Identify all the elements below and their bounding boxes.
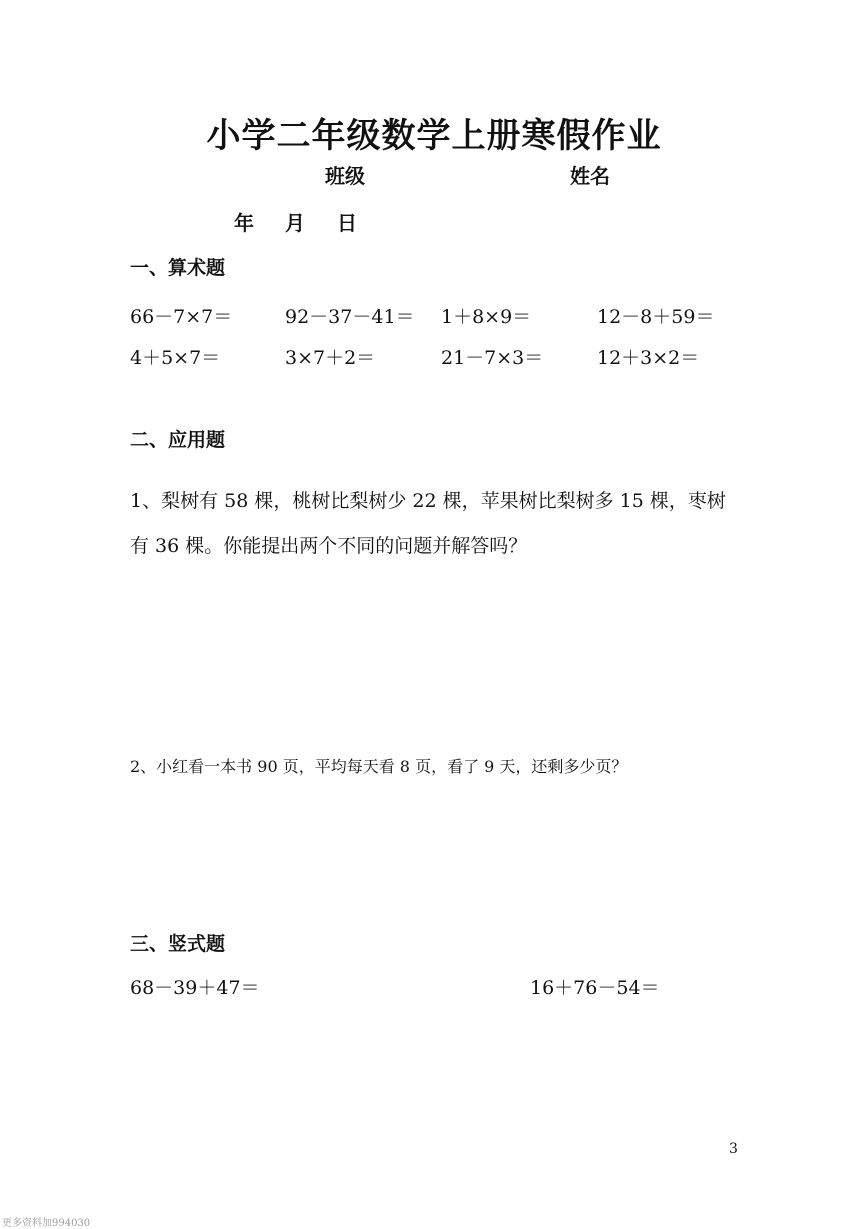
arithmetic-item: 3×7＋2＝	[285, 347, 376, 369]
month-label: 月	[285, 211, 305, 235]
arithmetic-item: 21－7×3＝	[441, 347, 544, 369]
vertical-calc-item: 68－39＋47＝	[130, 977, 260, 999]
arithmetic-item: 1＋8×9＝	[441, 306, 532, 328]
word-problem-1-line-1: 1、梨树有 58 棵，桃树比梨树少 22 棵，苹果树比梨树多 15 棵，枣树	[130, 490, 726, 512]
class-label: 班级	[325, 164, 365, 188]
word-problem-1-line-2: 有 36 棵。你能提出两个不同的问题并解答吗？	[130, 535, 528, 557]
arithmetic-item: 92－37－41＝	[285, 306, 415, 328]
arithmetic-item: 4＋5×7＝	[130, 347, 221, 369]
name-label: 姓名	[570, 164, 610, 188]
section-heading-vertical-calc: 三、竖式题	[130, 933, 226, 955]
watermark-text: 更多资料加994030	[2, 1218, 91, 1229]
arithmetic-item: 12＋3×2＝	[597, 347, 700, 369]
section-heading-word-problems: 二、应用题	[130, 429, 226, 451]
vertical-calc-item: 16＋76－54＝	[530, 977, 660, 999]
arithmetic-item: 12－8＋59＝	[597, 306, 715, 328]
page-title: 小学二年级数学上册寒假作业	[206, 116, 662, 156]
year-label: 年	[234, 211, 254, 235]
section-heading-arithmetic: 一、算术题	[130, 257, 226, 279]
arithmetic-item: 66－7×7＝	[130, 306, 233, 328]
page-number: 3	[729, 1141, 738, 1157]
day-label: 日	[337, 211, 357, 235]
word-problem-2: 2、小红看一本书 90 页，平均每天看 8 页，看了 9 天，还剩多少页？	[130, 757, 628, 776]
